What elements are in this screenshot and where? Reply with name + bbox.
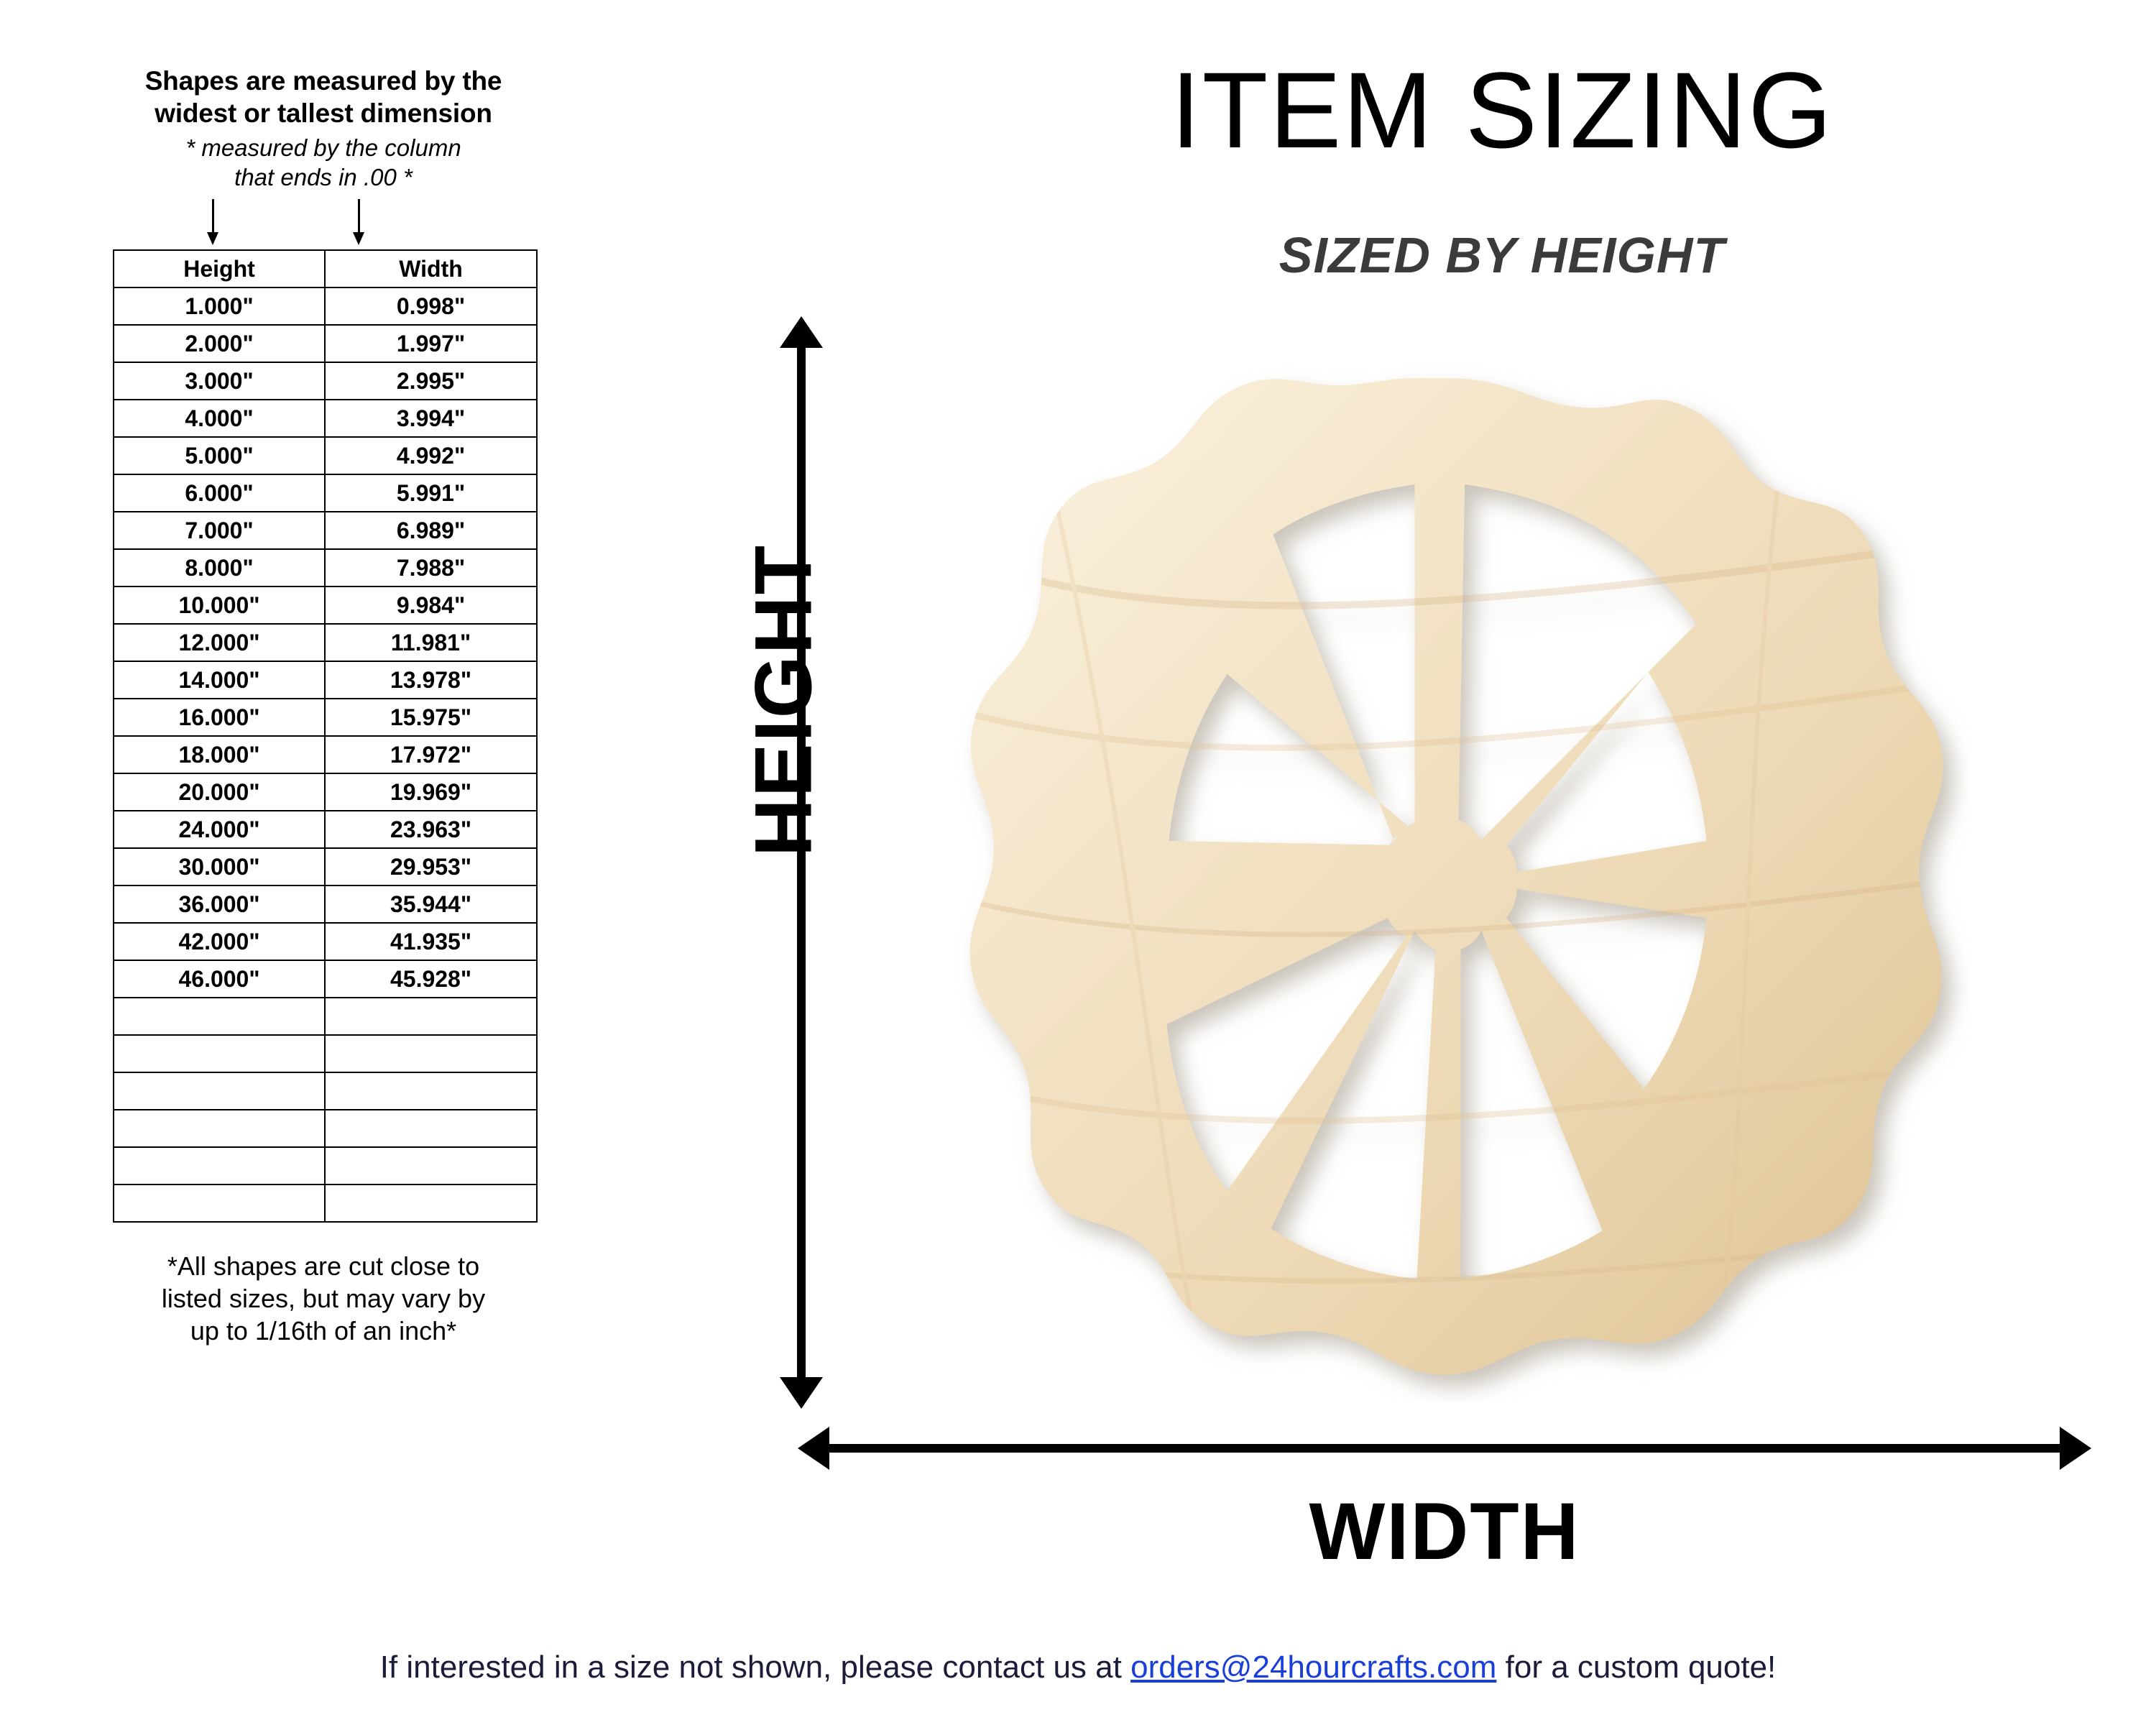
cell-width: 0.998" (325, 288, 537, 325)
cell-width: 35.944" (325, 886, 537, 923)
cell-height-empty (114, 1035, 325, 1072)
table-row (114, 549, 537, 586)
size-chart-table (113, 249, 538, 1223)
column-header-width: Width (325, 250, 537, 288)
cell-width: 9.984" (325, 586, 537, 624)
cell-height-empty (114, 1072, 325, 1110)
cell-width: 13.978" (325, 661, 537, 699)
table-row (114, 960, 537, 998)
tolerance-note-line3: up to 1/16th of an inch* (190, 1315, 457, 1346)
width-arrow-icon (798, 1427, 2091, 1470)
table-header-row (114, 250, 537, 288)
table-row (114, 512, 537, 549)
page-subtitle: SIZED BY HEIGHT (1279, 227, 1726, 283)
cell-height: 30.000" (114, 848, 325, 886)
cell-width: 7.988" (325, 549, 537, 586)
cell-height: 2.000" (114, 325, 325, 362)
table-row (114, 699, 537, 736)
cell-width: 15.975" (325, 699, 537, 736)
table-row-empty (114, 998, 537, 1035)
cell-width: 2.995" (325, 362, 537, 400)
table-row (114, 624, 537, 661)
measurement-note-italic (72, 134, 575, 192)
cell-width-empty (325, 1184, 537, 1222)
cell-height: 5.000" (114, 437, 325, 474)
measurement-note (72, 65, 575, 129)
cell-height: 46.000" (114, 960, 325, 998)
table-row (114, 736, 537, 773)
cell-height: 14.000" (114, 661, 325, 699)
cell-height: 6.000" (114, 474, 325, 512)
table-row (114, 362, 537, 400)
cell-height: 36.000" (114, 886, 325, 923)
cell-height: 20.000" (114, 773, 325, 811)
table-row (114, 848, 537, 886)
sizing-info-panel (72, 65, 575, 1347)
tolerance-note-line1: *All shapes are cut close to (167, 1251, 480, 1281)
tolerance-note-line2: listed sizes, but may vary by (161, 1283, 486, 1313)
cell-width: 4.992" (325, 437, 537, 474)
table-row (114, 923, 537, 960)
down-arrow-icon-height (203, 199, 224, 245)
cell-height-empty (114, 998, 325, 1035)
column-pointer-arrows (72, 199, 575, 249)
down-arrow-icon-width (349, 199, 370, 245)
product-image-citrus-slice (927, 359, 1969, 1402)
table-row (114, 886, 537, 923)
cell-width: 41.935" (325, 923, 537, 960)
cell-height: 10.000" (114, 586, 325, 624)
cell-height: 4.000" (114, 400, 325, 437)
measurement-note-line1: Shapes are measured by the (144, 66, 502, 96)
cell-width: 23.963" (325, 811, 537, 848)
cell-width: 3.994" (325, 400, 537, 437)
cell-height-empty (114, 1184, 325, 1222)
table-row-empty (114, 1184, 537, 1222)
measurement-note-line2: widest or tallest dimension (155, 98, 492, 129)
citrus-slice-svg (927, 359, 1969, 1402)
table-row (114, 811, 537, 848)
table-row (114, 661, 537, 699)
cell-width: 17.972" (325, 736, 537, 773)
cell-width: 29.953" (325, 848, 537, 886)
contact-text-after: for a custom quote! (1496, 1650, 1777, 1685)
cell-width-empty (325, 1072, 537, 1110)
table-row (114, 773, 537, 811)
column-header-height: Height (114, 250, 325, 288)
table-row (114, 288, 537, 325)
table-row (114, 400, 537, 437)
contact-text-before: If interested in a size not shown, please contact us at (379, 1650, 1131, 1685)
cell-width: 45.928" (325, 960, 537, 998)
cell-width: 1.997" (325, 325, 537, 362)
cell-width: 19.969" (325, 773, 537, 811)
cell-width: 5.991" (325, 474, 537, 512)
table-row-empty (114, 1072, 537, 1110)
cell-height: 3.000" (114, 362, 325, 400)
measurement-note-italic-line2: that ends in .00 * (234, 163, 413, 190)
page-title: ITEM SIZING (1171, 50, 1833, 170)
contact-footer (0, 1650, 2156, 1685)
tolerance-note (72, 1250, 575, 1347)
cell-width-empty (325, 1147, 537, 1184)
width-axis-label: WIDTH (1309, 1486, 1580, 1576)
cell-height: 18.000" (114, 736, 325, 773)
cell-height: 24.000" (114, 811, 325, 848)
cell-height: 1.000" (114, 288, 325, 325)
table-row (114, 474, 537, 512)
cell-width: 11.981" (325, 624, 537, 661)
cell-width-empty (325, 1110, 537, 1147)
table-row (114, 586, 537, 624)
cell-height-empty (114, 1147, 325, 1184)
table-row-empty (114, 1147, 537, 1184)
contact-email-link[interactable]: orders@24hourcrafts.com (1130, 1650, 1497, 1685)
measurement-note-italic-line1: * measured by the column (185, 134, 461, 162)
table-row (114, 437, 537, 474)
cell-height: 12.000" (114, 624, 325, 661)
cell-width: 6.989" (325, 512, 537, 549)
cell-width-empty (325, 998, 537, 1035)
cell-height: 16.000" (114, 699, 325, 736)
cell-height: 7.000" (114, 512, 325, 549)
table-row-empty (114, 1110, 537, 1147)
table-row (114, 325, 537, 362)
cell-width-empty (325, 1035, 537, 1072)
cell-height: 42.000" (114, 923, 325, 960)
cell-height: 8.000" (114, 549, 325, 586)
table-row-empty (114, 1035, 537, 1072)
cell-height-empty (114, 1110, 325, 1147)
height-axis-label: HEIGHT (738, 543, 829, 857)
